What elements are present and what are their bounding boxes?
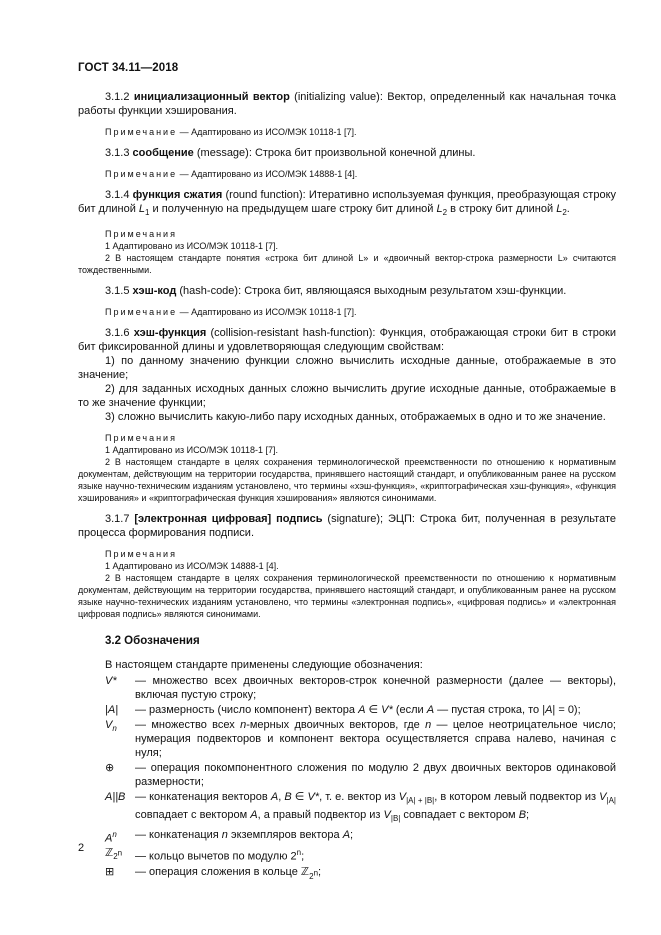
symbol-row-ring: ℤ$_{2^n}$ — кольцо вычетов по модулю 2$^n$;: [105, 847, 305, 863]
notes-3-1-6: Примечания 1 Адаптировано из ИСО/МЭК 10118-1 [7]. 2 В настоящем стандарте в целях сохранения терминологической преемственности по отношению к нормативным документам, действующим на территории государства, принявшего настоящий стандарт, и опубликованным ранее на русском языке научно-техническим изданиям установлено, что термины «хэш-функция», «криптографическая хэш-функция», «функция хэширования» и «криптографическая функция хэширования» являются синонимами.: [78, 433, 616, 504]
notes-3-1-4: Примечания 1 Адаптировано из ИСО/МЭК 10118-1 [7]. 2 В настоящем стандарте понятия «строка бит длиной L» и «двоичный вектор-строка размерности L» считаются тождественными.: [78, 229, 616, 276]
term-3-1-2: 3.1.2 инициализационный вектор (initializing value): Вектор, определенный как начальная точка работы функции хэширования.: [78, 91, 616, 117]
list-item: 3) сложно вычислить какую-либо пару исходных данных, отображаемых в одно и то же значение.: [105, 411, 606, 424]
page-content: [78, 90, 616, 885]
term-name: сообщение: [132, 147, 194, 159]
term-3-1-6: 3.1.6 хэш-функция (collision-resistant hash-function): Функция, отображающая строки бит в строки бит фиксированной длины и удовлетворяющая следующим свойствам: 1) по данному значению функции сложно вычислить исходные данные, отображаемые в это значение; 2) для заданных исходных данных сложно вычислить другие исходные данные, отображаемые в то же значение функции; 3) сложно вычислить какую-либо пару исходных данных, отображаемых в одно и то же значение.: [78, 327, 617, 424]
term-name: хэш-код: [132, 285, 177, 298]
note-3-1-5: Примечание — Адаптировано из ИСО/МЭК 10118-1 [7].: [105, 307, 357, 318]
symbol-row-abs: |A| — размерность (число компонент) вектора A ∈ V* (если A — пустая строка, то |A| = 0);: [105, 704, 581, 717]
symbol-row-boxplus: ⊞ — операция сложения в кольце ℤ$_{2^n}$;: [105, 866, 322, 881]
document-header: ГОСТ 34.11—2018: [78, 62, 179, 74]
page-number: 2: [78, 842, 85, 854]
symbol-row-concat: A||B — конкатенация векторов A, B ∈ V*, т. е. вектор из $V_{|A| + |B|}$, в котором левый подвектор из $V_{|A|}$ совпадает с вектором A, а правый подвектор из $V_{|B|}$ совпадает с вектором B;: [105, 791, 616, 824]
term-name: хэш-функция: [133, 327, 207, 340]
term-name: [электронная цифровая] подпись: [134, 513, 323, 526]
note-3-1-3: Примечание — Адаптировано из ИСО/МЭК 14888-1 [4].: [105, 169, 358, 179]
list-item: 1) по данному значению функции сложно вычислить исходные данные, отображаемые в это значение;: [78, 355, 616, 382]
symbol-row-vstar: V* — множество всех двоичных векторов-строк конечной размерности (далее — векторы), включая пустую строку;: [105, 675, 616, 702]
term-name: инициализационный вектор: [133, 91, 290, 103]
term-3-1-4: 3.1.4 функция сжатия (round function): Итеративно используемая функция, преобразующая строку бит длиной $L_1$ и полученную на предыдущем шаге строку бит длиной $L_2$ в строку бит длиной $L_2$.: [78, 189, 617, 218]
section-title: 3.2 Обозначения: [105, 635, 200, 648]
section-intro: В настоящем стандарте применены следующие обозначения:: [105, 659, 423, 672]
symbol-row-an: $A^n$ — конкатенация n экземпляров вектора A;: [105, 828, 354, 845]
term-name: функция сжатия: [132, 189, 223, 201]
list-item: 2) для заданных исходных данных сложно вычислить другие исходные данные, отображаемые в то же значение функции;: [78, 383, 616, 410]
symbol-row-oplus: ⊕ — операция покомпонентного сложения по модулю 2 двух двоичных векторов одинаковой размерности;: [105, 762, 616, 789]
notes-3-1-7: Примечания 1 Адаптировано из ИСО/МЭК 14888-1 [4]. 2 В настоящем стандарте в целях сохранения терминологической преемственности по отношению к нормативным документам, действующим на территории государства, принявшего настоящий стандарт, и опубликованным ранее на русском языке научно-технических изданиям установлено, что термины «электронная подпись», «цифровая подпись» и «электронная цифровая подпись» являются синонимами.: [78, 549, 616, 620]
symbol-row-vn: $V_n$ — множество всех n-мерных двоичных векторов, где n — целое неотрицательное число; нумерация подвекторов и компонент вектора осуществляется справа налево, начиная с нуля;: [105, 719, 616, 760]
term-3-1-7: 3.1.7 [электронная цифровая] подпись (signature); ЭЦП: Строка бит, полученная в результате процесса формирования подписи.: [78, 513, 616, 540]
term-3-1-5: 3.1.5 хэш-код (hash-code): Строка бит, являющаяся выходным результатом хэш-функции.: [105, 285, 567, 298]
note-3-1-2: Примечание — Адаптировано из ИСО/МЭК 10118-1 [7].: [105, 127, 357, 137]
term-3-1-3: 3.1.3 сообщение (message): Строка бит произвольной конечной длины.: [105, 147, 476, 159]
